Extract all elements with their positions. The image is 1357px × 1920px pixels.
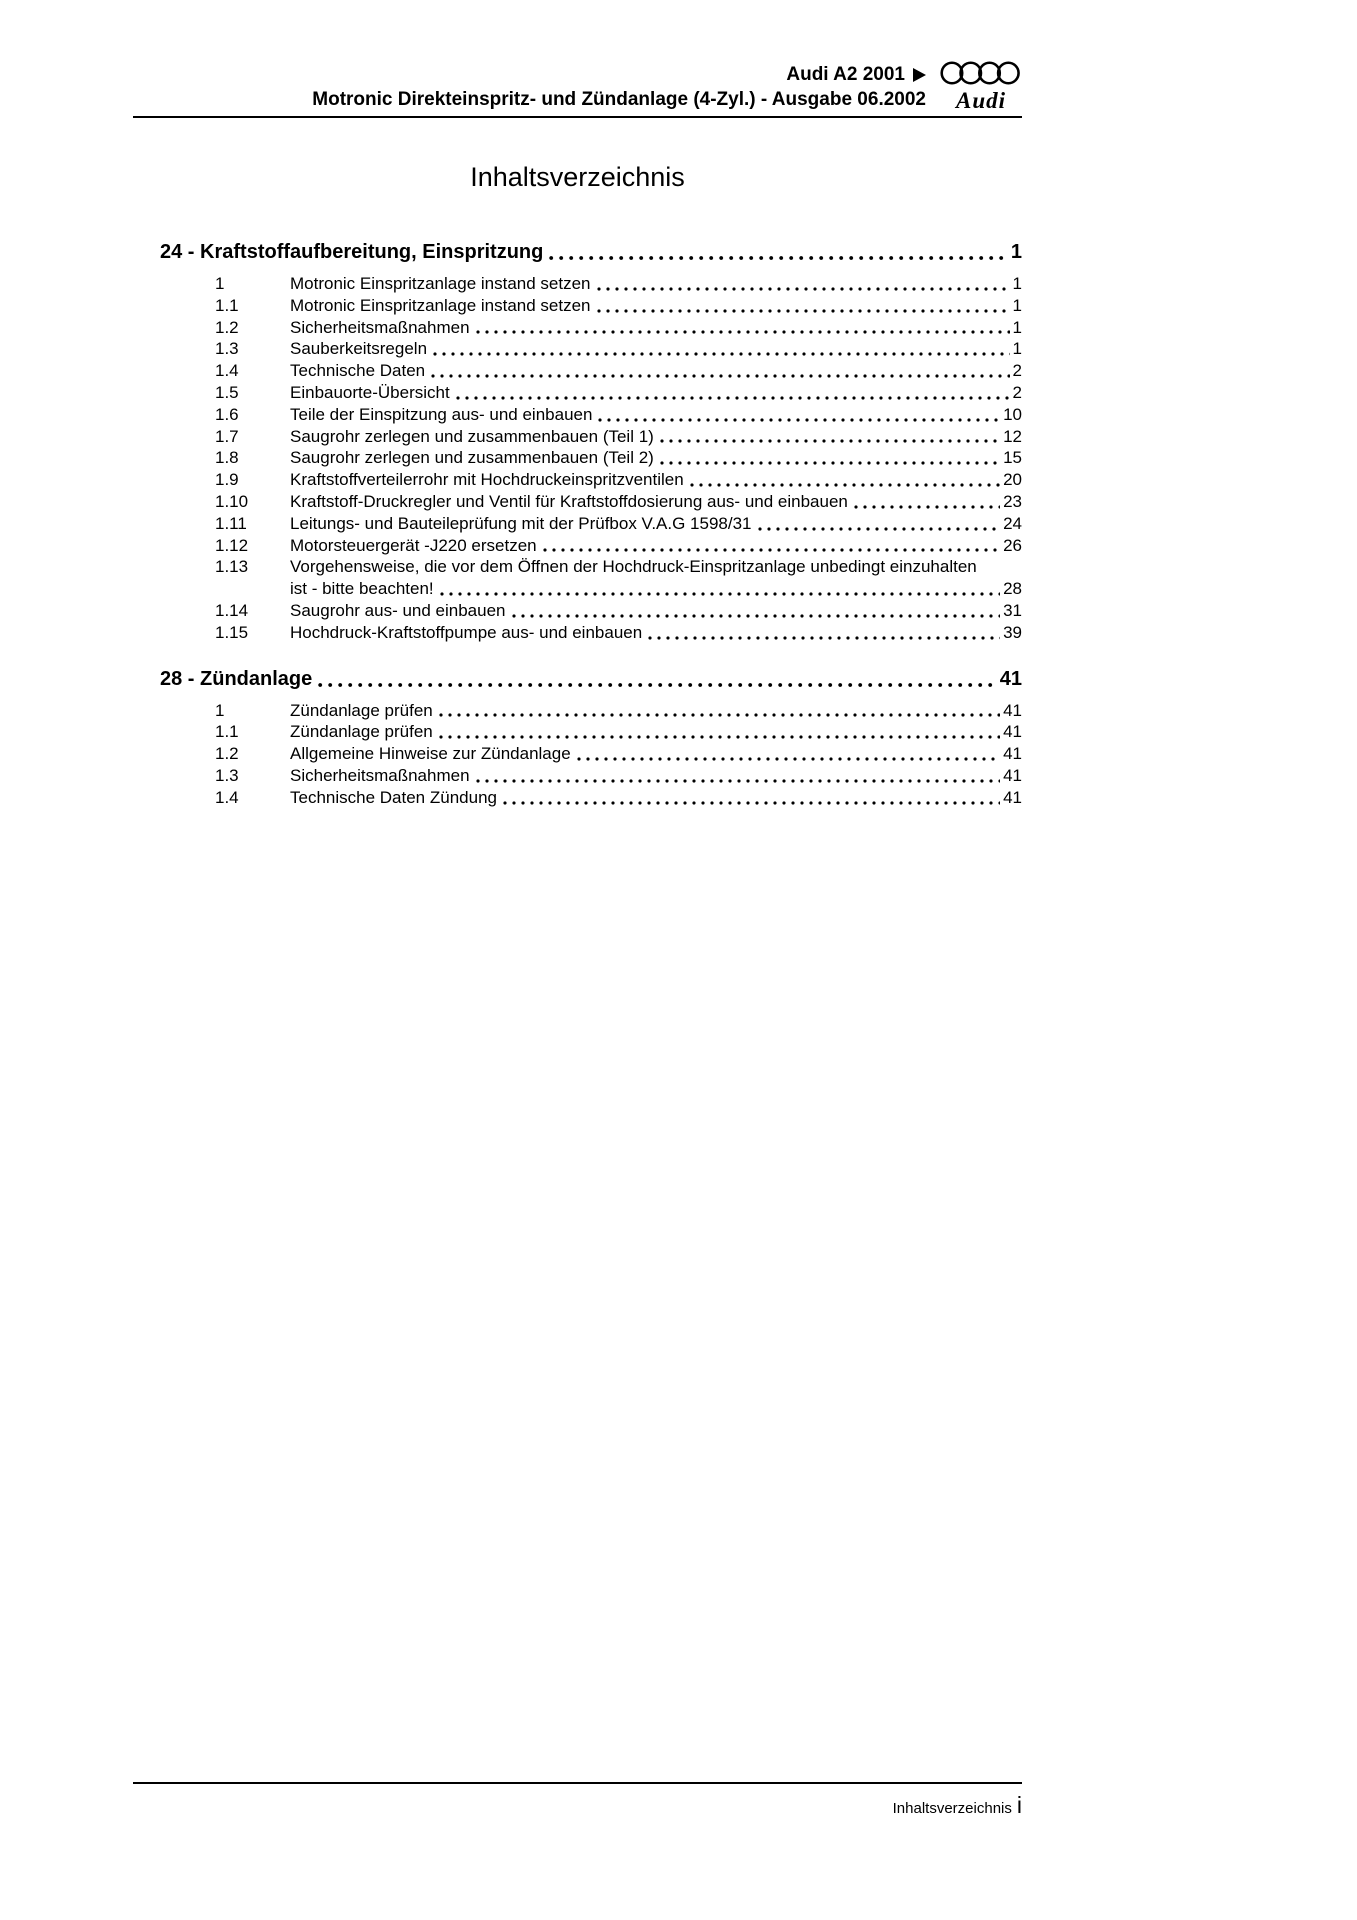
dot-leader	[597, 308, 1010, 314]
entry-title: Motorsteuergerät -J220 ersetzen	[290, 535, 537, 555]
toc-entry	[133, 556, 1022, 578]
entry-number: 1.1	[215, 295, 239, 315]
dot-leader	[854, 504, 1000, 510]
entry-page: 15	[1003, 448, 1022, 468]
entry-number: 1.11	[215, 513, 247, 533]
footer-label: Inhaltsverzeichnis	[892, 1800, 1012, 1817]
entry-page: 2	[1012, 382, 1022, 402]
entry-page: 23	[1003, 491, 1022, 511]
entry-number: 1.7	[215, 426, 239, 446]
entry-page: 2	[1012, 361, 1022, 381]
dot-leader	[543, 547, 1000, 553]
header-text	[312, 62, 926, 112]
toc-entry	[133, 404, 1022, 426]
entry-title: Kraftstoffverteilerrohr mit Hochdruckeinspritzventilen	[290, 470, 684, 490]
entry-title: Sauberkeitsregeln	[290, 339, 428, 359]
page-title: Inhaltsverzeichnis	[470, 162, 685, 192]
entry-page: 1	[1012, 339, 1022, 359]
entry-page: 12	[1003, 426, 1022, 446]
entry-title: Kraftstoff-Druckregler und Ventil für Kraftstoffdosierung aus- und einbauen	[290, 491, 848, 511]
toc-entry	[133, 721, 1022, 743]
toc-section-heading	[133, 666, 1022, 692]
dot-leader	[433, 351, 1010, 357]
header-model-text: Audi A2 2001	[786, 64, 905, 85]
entry-title: Saugrohr aus- und einbauen	[290, 600, 506, 620]
entry-number: 1.10	[215, 491, 249, 511]
footer-page-number: i	[1016, 1792, 1022, 1818]
toc	[133, 239, 1022, 809]
dot-leader	[439, 734, 1000, 740]
entry-page: 41	[1003, 765, 1022, 785]
toc-entry-continuation	[133, 578, 1022, 600]
entry-title: ist - bitte beachten!	[290, 579, 434, 599]
header-divider	[133, 116, 1022, 118]
entry-page: 41	[1003, 700, 1022, 720]
entry-number: 1.4	[215, 787, 239, 807]
toc-section	[133, 239, 1022, 644]
entry-title: Technische Daten Zündung	[290, 787, 497, 807]
dot-leader	[503, 800, 1000, 806]
entry-number: 1.3	[215, 765, 239, 785]
section-page: 1	[1010, 241, 1022, 263]
entry-number: 1.13	[215, 557, 249, 577]
entry-title: Sicherheitsmaßnahmen	[290, 765, 470, 785]
dot-leader	[549, 255, 1008, 261]
entry-page: 24	[1003, 513, 1022, 533]
page-footer	[133, 1782, 1022, 1819]
dot-leader	[577, 756, 1000, 762]
entry-title: Sicherheitsmaßnahmen	[290, 317, 470, 337]
entry-page: 41	[1003, 722, 1022, 742]
dot-leader	[476, 778, 1001, 784]
dot-leader	[456, 395, 1010, 401]
entry-number: 1	[215, 274, 225, 293]
audi-wordmark: Audi	[955, 88, 1007, 113]
toc-section	[133, 666, 1022, 809]
entry-page: 39	[1003, 622, 1022, 642]
dot-leader	[597, 286, 1010, 292]
entry-title: Teile der Einspitzung aus- und einbauen	[290, 404, 593, 424]
footer-text	[133, 1792, 1022, 1819]
dot-leader	[660, 460, 1000, 466]
entry-page: 1	[1012, 295, 1022, 315]
entry-title: Hochdruck-Kraftstoffpumpe aus- und einbauen	[290, 622, 643, 642]
entry-page: 20	[1003, 470, 1022, 490]
dot-leader	[440, 591, 1000, 597]
dot-leader	[512, 613, 1001, 619]
entry-number: 1.3	[215, 339, 239, 359]
toc-entry	[133, 273, 1022, 295]
dot-leader	[648, 635, 1000, 641]
dot-leader	[758, 526, 1001, 532]
entry-title: Leitungs- und Bauteileprüfung mit der Prüfbox V.A.G 1598/31	[290, 513, 752, 533]
entry-page: 10	[1003, 404, 1022, 424]
dot-leader	[439, 712, 1000, 718]
entry-title: Zündanlage prüfen	[290, 700, 433, 720]
entry-title: Saugrohr zerlegen und zusammenbauen (Teil 1)	[290, 426, 654, 446]
entry-number: 1.5	[215, 382, 239, 402]
toc-entry	[133, 469, 1022, 491]
entry-title: Einbauorte-Übersicht	[290, 382, 450, 402]
entry-page: 41	[1003, 787, 1022, 807]
toc-entry	[133, 338, 1022, 360]
entry-title: Technische Daten	[290, 361, 426, 381]
entry-title: Saugrohr zerlegen und zusammenbauen (Teil 2)	[290, 448, 654, 468]
entry-title: Motronic Einspritzanlage instand setzen	[290, 274, 591, 293]
toc-entry	[133, 382, 1022, 404]
entry-title: Allgemeine Hinweise zur Zündanlage	[290, 744, 571, 764]
toc-entry	[133, 535, 1022, 557]
dot-leader	[476, 329, 1010, 335]
entry-page: 28	[1003, 579, 1022, 599]
entry-title: Zündanlage prüfen	[290, 722, 433, 742]
toc-entry	[133, 700, 1022, 722]
toc-entry	[133, 317, 1022, 339]
section-title: 24 - Kraftstoffaufbereitung, Einspritzung	[160, 241, 544, 263]
dot-leader	[690, 482, 1000, 488]
entry-number: 1.15	[215, 622, 249, 642]
entry-page: 1	[1012, 274, 1022, 293]
entry-number: 1.6	[215, 404, 239, 424]
toc-entry	[133, 491, 1022, 513]
section-page: 41	[999, 667, 1022, 690]
toc-entry	[133, 513, 1022, 535]
entry-page: 41	[1003, 744, 1022, 764]
toc-entry	[133, 295, 1022, 317]
entry-number: 1.2	[215, 744, 239, 764]
toc-section-heading	[133, 239, 1022, 265]
dot-leader	[431, 373, 1009, 379]
section-title: 28 - Zündanlage	[160, 667, 313, 690]
entry-page: 26	[1003, 535, 1022, 555]
header-model-line	[312, 62, 926, 87]
entry-number: 1.9	[215, 470, 239, 490]
dot-leader	[660, 438, 1000, 444]
entry-number: 1.2	[215, 317, 239, 337]
toc-entry	[133, 426, 1022, 448]
entry-title: Vorgehensweise, die vor dem Öffnen der Hochdruck-Einspritzanlage unbedingt einzuhalten	[290, 557, 977, 577]
audi-rings-icon	[940, 58, 1022, 88]
arrow-right-icon	[913, 68, 926, 82]
footer-divider	[133, 1782, 1022, 1784]
section-entries	[133, 700, 1022, 809]
section-entries	[133, 273, 1022, 644]
entry-number: 1.14	[215, 600, 249, 620]
dot-leader	[318, 682, 997, 688]
entry-page: 1	[1012, 317, 1022, 337]
entry-page: 31	[1003, 600, 1022, 620]
entry-title: Motronic Einspritzanlage instand setzen	[290, 295, 591, 315]
toc-entry	[133, 447, 1022, 469]
page-header	[133, 58, 1022, 112]
page-content	[133, 58, 1022, 831]
toc-entry	[133, 600, 1022, 622]
entry-number: 1.8	[215, 448, 239, 468]
dot-leader	[598, 417, 1000, 423]
toc-entry	[133, 743, 1022, 765]
toc-entry	[133, 765, 1022, 787]
entry-number: 1.1	[215, 722, 239, 742]
toc-entry	[133, 360, 1022, 382]
entry-number: 1	[215, 700, 225, 720]
entry-number: 1.4	[215, 361, 239, 381]
entry-number: 1.12	[215, 535, 249, 555]
toc-entry	[133, 622, 1022, 644]
header-brand	[940, 58, 1022, 112]
toc-entry	[133, 787, 1022, 809]
header-subtitle: Motronic Direkteinspritz- und Zündanlage (4-Zyl.) - Ausgabe 06.2002	[312, 89, 926, 110]
